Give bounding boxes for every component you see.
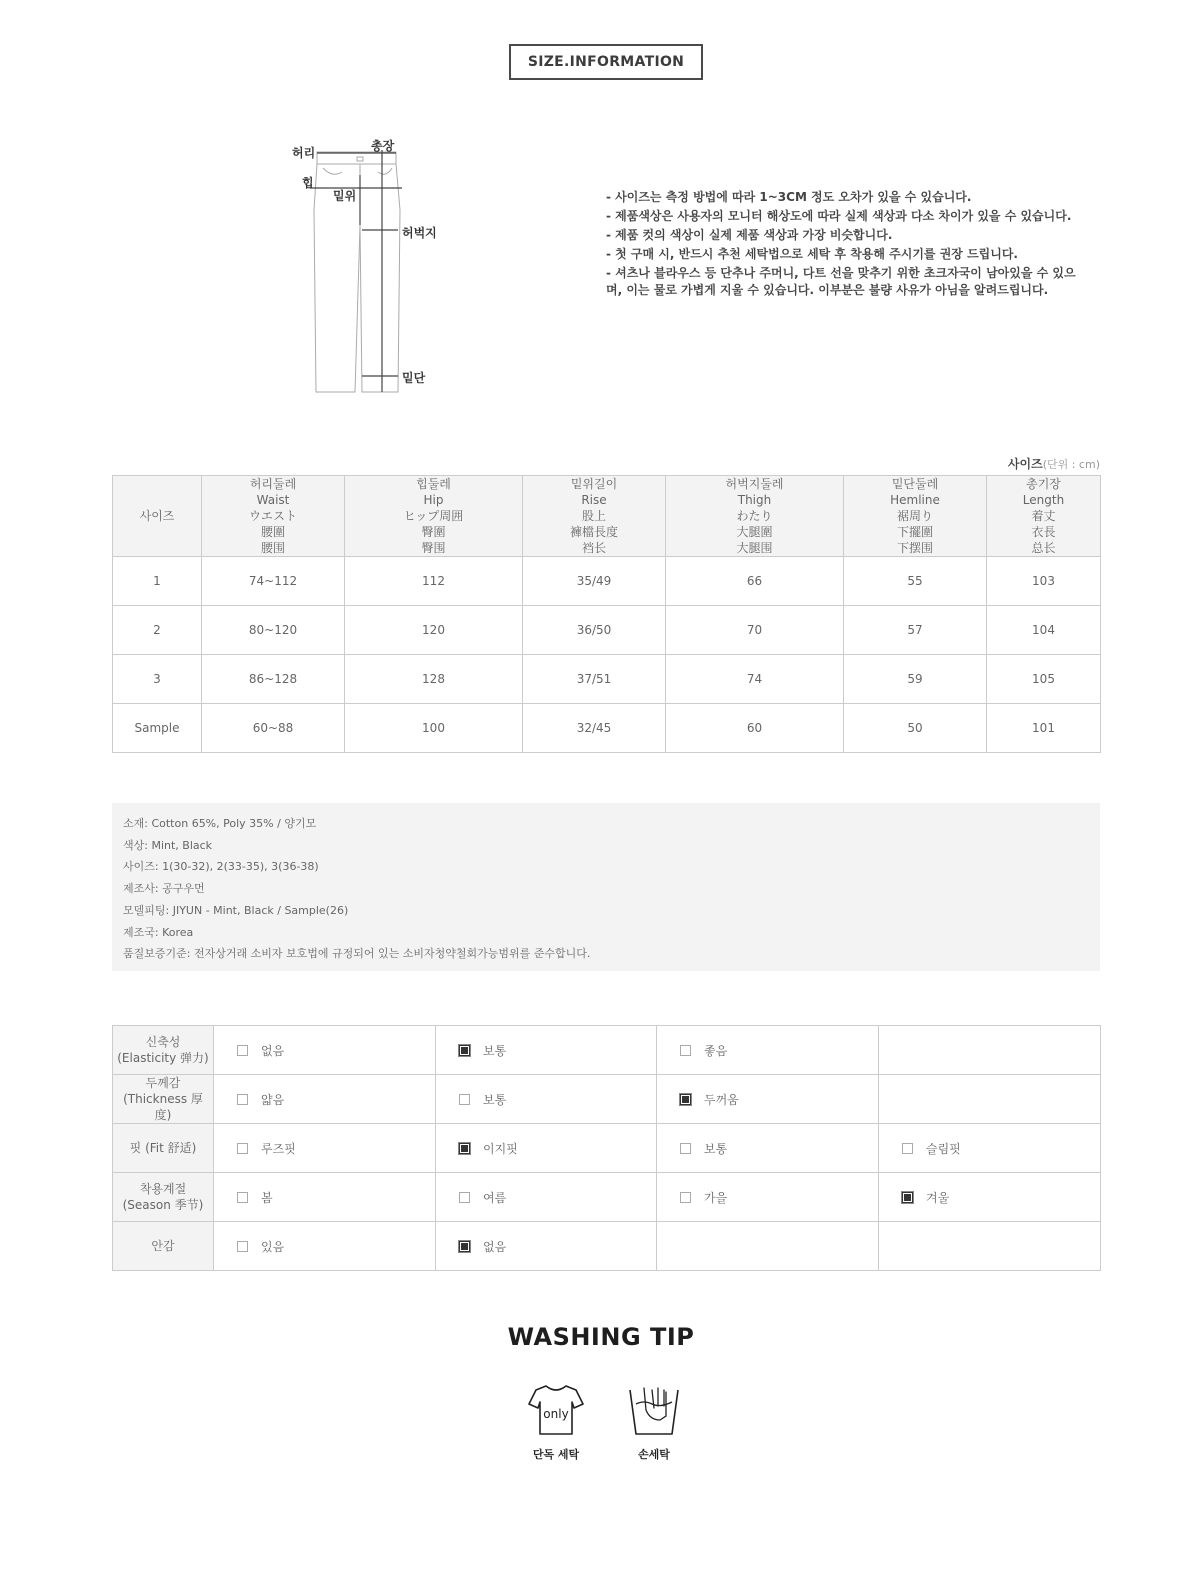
- material-info-box: [112, 803, 1100, 971]
- size-value-cell: 104: [987, 606, 1101, 655]
- size-header-line: 허리둘레: [249, 477, 297, 491]
- size-header-cell: [202, 476, 345, 557]
- property-option-cell: [879, 1124, 1101, 1173]
- checked-checkbox-icon: [459, 1045, 470, 1056]
- product-properties-table: [112, 1025, 1101, 1271]
- length-label: 총장: [371, 139, 395, 153]
- property-option-label: 겨울: [926, 1190, 950, 1205]
- property-option-cell: [879, 1173, 1101, 1222]
- unchecked-checkbox-icon: [680, 1143, 691, 1154]
- wash-item-hand: [614, 1380, 694, 1462]
- size-header-line: 사이즈: [139, 509, 175, 523]
- size-header-line: 臀圍: [421, 525, 446, 539]
- size-value-cell: 50: [844, 704, 987, 753]
- size-value-cell: 60: [666, 704, 844, 753]
- property-option-label: 보통: [483, 1092, 507, 1107]
- wash-hand-label: 손세탁: [638, 1448, 670, 1461]
- property-option-label: 루즈핏: [261, 1141, 296, 1156]
- size-name-cell: 2: [113, 606, 202, 655]
- property-label: 핏 (Fit 舒适): [113, 1124, 214, 1173]
- property-row: [113, 1173, 1101, 1222]
- property-option-cell: [657, 1173, 879, 1222]
- property-option-label: 가을: [704, 1190, 728, 1205]
- wash-item-solo: [516, 1380, 596, 1462]
- quality-guarantee-line: 품질보증기준: 전자상거래 소비자 보호법에 규정되어 있는 소비자청약철회가능범위를 준수합니다.: [123, 947, 591, 961]
- size-header-cell: [987, 476, 1101, 557]
- size-header-line: 臀围: [421, 541, 446, 555]
- size-value-cell: 103: [987, 557, 1101, 606]
- pants-measurement-diagram: [280, 130, 460, 400]
- size-header-line: ヒップ周囲: [403, 509, 464, 523]
- property-option-cell: [214, 1075, 436, 1124]
- property-option-cell: [436, 1173, 657, 1222]
- property-option-cell: [657, 1026, 879, 1075]
- property-option-label: 없음: [483, 1239, 507, 1254]
- property-option-cell: [436, 1026, 657, 1075]
- size-header-line: 大腿圍: [736, 525, 773, 539]
- property-row: [113, 1075, 1101, 1124]
- note-item: - 첫 구매 시, 반드시 추천 세탁법으로 세탁 후 착용해 주시기를 권장 드립니다.: [606, 247, 1018, 261]
- property-option-cell: [879, 1222, 1101, 1271]
- property-option-label: 없음: [261, 1043, 285, 1058]
- pants-outline-icon: [280, 130, 460, 400]
- size-value-cell: 32/45: [523, 704, 666, 753]
- property-label: 신축성 (Elasticity 弹力): [113, 1026, 214, 1075]
- size-value-cell: 80~120: [202, 606, 345, 655]
- property-option-label: 얇음: [261, 1092, 285, 1107]
- size-header-line: 股上: [581, 509, 606, 523]
- washing-tip-title: WASHING TIP: [507, 1323, 695, 1351]
- size-value-cell: 60~88: [202, 704, 345, 753]
- unchecked-checkbox-icon: [459, 1192, 470, 1203]
- size-value-cell: 105: [987, 655, 1101, 704]
- unit-size-label: 사이즈: [1007, 457, 1043, 471]
- size-value-cell: 112: [345, 557, 523, 606]
- unchecked-checkbox-icon: [459, 1094, 470, 1105]
- unchecked-checkbox-icon: [680, 1045, 691, 1056]
- size-header-line: 下擺圍: [896, 525, 933, 539]
- size-information-title: SIZE.INFORMATION: [509, 44, 703, 80]
- rise-label: 밑위: [333, 189, 357, 203]
- size-name-cell: 1: [113, 557, 202, 606]
- size-value-cell: 36/50: [523, 606, 666, 655]
- checked-checkbox-icon: [459, 1241, 470, 1252]
- size-value-cell: 55: [844, 557, 987, 606]
- unchecked-checkbox-icon: [237, 1143, 248, 1154]
- property-option-label: 두꺼움: [704, 1092, 739, 1107]
- property-option-cell: [214, 1173, 436, 1222]
- size-header-line: Waist: [256, 493, 290, 507]
- size-header-line: 허벅지둘레: [725, 477, 784, 491]
- property-option-label: 보통: [483, 1043, 507, 1058]
- unchecked-checkbox-icon: [237, 1094, 248, 1105]
- size-header-line: 腰圍: [260, 525, 285, 539]
- size-header-line: 褲檔長度: [569, 525, 618, 539]
- size-header-line: 裆长: [581, 541, 606, 555]
- size-value-cell: 57: [844, 606, 987, 655]
- hand-wash-icon: [624, 1380, 684, 1440]
- size-value-cell: 74~112: [202, 557, 345, 606]
- property-option-label: 좋음: [704, 1043, 728, 1058]
- property-option-label: 봄: [261, 1190, 273, 1205]
- size-value-cell: 37/51: [523, 655, 666, 704]
- tshirt-only-icon: [526, 1380, 586, 1440]
- size-header-line: 大腿围: [736, 541, 773, 555]
- property-option-cell: [436, 1075, 657, 1124]
- property-option-cell: [657, 1075, 879, 1124]
- unchecked-checkbox-icon: [237, 1241, 248, 1252]
- property-option-label: 슬림핏: [926, 1141, 961, 1156]
- size-name-cell: 3: [113, 655, 202, 704]
- size-value-cell: 128: [345, 655, 523, 704]
- size-header-line: Hemline: [890, 493, 940, 507]
- size-header-line: Thigh: [737, 493, 772, 507]
- property-option-label: 이지핏: [483, 1141, 518, 1156]
- size-table-row: [113, 557, 1101, 606]
- size-header-line: 腰围: [260, 541, 285, 555]
- size-header-line: わたり: [736, 509, 773, 523]
- size-value-cell: 66: [666, 557, 844, 606]
- size-header-cell: [345, 476, 523, 557]
- thigh-label: 허벅지: [402, 226, 437, 240]
- note-item: - 사이즈는 측정 방법에 따라 1~3CM 정도 오차가 있을 수 있습니다.: [606, 190, 972, 204]
- property-option-cell: [436, 1222, 657, 1271]
- size-header-line: 밑위길이: [570, 477, 618, 491]
- checked-checkbox-icon: [680, 1094, 691, 1105]
- size-header-line: ウエスト: [248, 509, 297, 523]
- size-header-line: 衣長: [1031, 525, 1056, 539]
- property-option-cell: [436, 1124, 657, 1173]
- size-header-line: 着丈: [1031, 509, 1056, 523]
- property-label: 안감: [113, 1222, 214, 1271]
- size-table-row: [113, 655, 1101, 704]
- unchecked-checkbox-icon: [237, 1045, 248, 1056]
- checked-checkbox-icon: [902, 1192, 913, 1203]
- size-header-line: 裾周り: [896, 509, 933, 523]
- size-table: [112, 475, 1101, 753]
- size-header-line: 总长: [1031, 541, 1056, 555]
- size-value-cell: 86~128: [202, 655, 345, 704]
- property-option-label: 보통: [704, 1141, 728, 1156]
- size-header-line: 총기장: [1026, 477, 1061, 491]
- size-header-line: Rise: [581, 493, 607, 507]
- size-header-cell: [844, 476, 987, 557]
- note-item: - 제품 컷의 색상이 실제 제품 색상과 가장 비슷합니다.: [606, 228, 893, 242]
- property-row: [113, 1124, 1101, 1173]
- size-table-header-row: [113, 476, 1101, 557]
- size-value-cell: 70: [666, 606, 844, 655]
- size-header-cell: [666, 476, 844, 557]
- property-option-cell: [879, 1026, 1101, 1075]
- size-value-cell: 74: [666, 655, 844, 704]
- unit-note: (단위 : cm): [1042, 458, 1100, 471]
- size-range-line: 사이즈: 1(30-32), 2(33-35), 3(36-38): [123, 860, 319, 874]
- hem-label: 밑단: [402, 371, 426, 385]
- property-option-cell: [214, 1026, 436, 1075]
- size-header-line: 下摆围: [896, 541, 933, 555]
- property-option-cell: [879, 1075, 1101, 1124]
- checked-checkbox-icon: [459, 1143, 470, 1154]
- property-row: [113, 1222, 1101, 1271]
- unchecked-checkbox-icon: [680, 1192, 691, 1203]
- size-header-line: Hip: [423, 493, 444, 507]
- size-value-cell: 101: [987, 704, 1101, 753]
- property-option-cell: [657, 1222, 879, 1271]
- size-header-cell: [523, 476, 666, 557]
- property-option-cell: [214, 1124, 436, 1173]
- note-item: - 제품색상은 사용자의 모니터 해상도에 따라 실제 색상과 다소 차이가 있을 수 있습니다.: [606, 209, 1072, 223]
- property-option-label: 있음: [261, 1239, 285, 1254]
- size-notes: [606, 189, 1106, 301]
- size-value-cell: 100: [345, 704, 523, 753]
- size-name-cell: Sample: [113, 704, 202, 753]
- size-header-cell: [113, 476, 202, 557]
- size-table-row: [113, 704, 1101, 753]
- size-table-row: [113, 606, 1101, 655]
- material-line: 소재: Cotton 65%, Poly 35% / 양기모: [123, 817, 317, 830]
- property-option-cell: [214, 1222, 436, 1271]
- waist-label: 허리: [292, 146, 316, 160]
- note-item: - 셔츠나 블라우스 등 단추나 주머니, 다트 선을 맞추기 위한 초크자국이 남아있을 수 있으며, 이는 물로 가볍게 지울 수 있습니다. 이부분은 불량 사유가 아님을 알려드립니다.: [606, 266, 1076, 297]
- size-value-cell: 59: [844, 655, 987, 704]
- hip-label: 힙: [302, 176, 314, 190]
- tshirt-icon-text: only: [543, 1407, 569, 1421]
- model-fitting-line: 모델피팅: JIYUN - Mint, Black / Sample(26): [123, 903, 349, 917]
- wash-solo-label: 단독 세탁: [532, 1448, 580, 1461]
- unchecked-checkbox-icon: [902, 1143, 913, 1154]
- property-row: [113, 1026, 1101, 1075]
- size-header-line: 밑단둘레: [891, 477, 939, 491]
- color-line: 색상: Mint, Black: [123, 838, 213, 852]
- property-option-label: 여름: [483, 1190, 507, 1205]
- size-value-cell: 120: [345, 606, 523, 655]
- origin-line: 제조국: Korea: [123, 925, 194, 939]
- property-label: 착용계절 (Season 季节): [113, 1173, 214, 1222]
- size-header-line: Length: [1022, 493, 1065, 507]
- unchecked-checkbox-icon: [237, 1192, 248, 1203]
- property-label: 두께감 (Thickness 厚度): [113, 1075, 214, 1124]
- unit-label: [1008, 455, 1100, 472]
- manufacturer-line: 제조사: 공구우먼: [123, 882, 205, 896]
- property-option-cell: [657, 1124, 879, 1173]
- size-header-line: 힙둘레: [416, 477, 451, 491]
- size-value-cell: 35/49: [523, 557, 666, 606]
